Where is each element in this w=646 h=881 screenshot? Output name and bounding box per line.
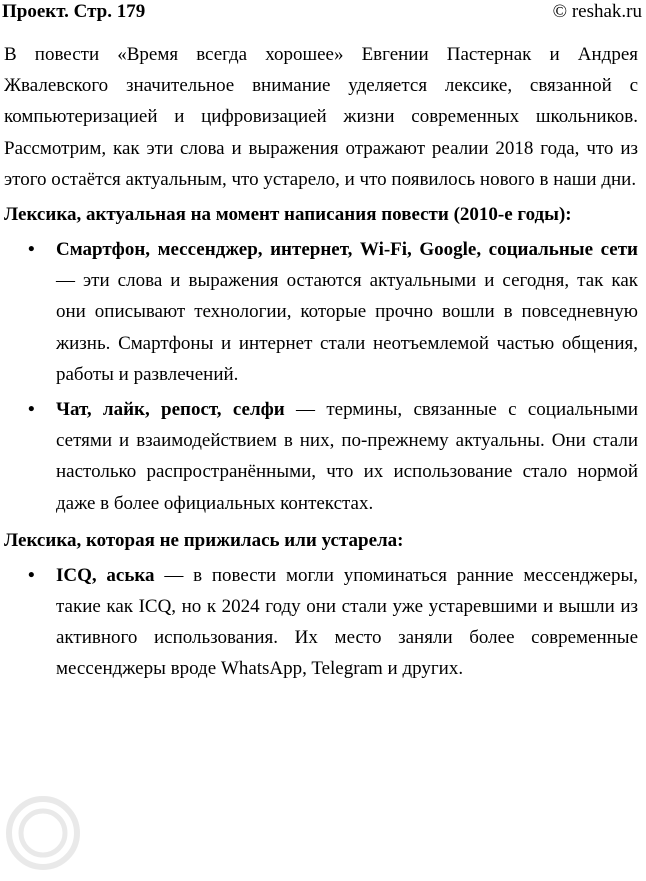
- list-item-text: — эти слова и выражения остаются актуальными и сегодня, так как они описывают технологии, которые прочно вошли в повседневную жизнь. Смартфоны и интернет стали неотъемлемой частью общения, работы и развлечений.: [56, 270, 638, 385]
- document-body: [4, 39, 638, 689]
- copyright-label: © reshak.ru: [552, 1, 642, 22]
- project-page-label: Проект. Стр. 179: [2, 1, 146, 22]
- list-item-term: Чат, лайк, репост, селфи: [56, 399, 285, 421]
- section1-list: [4, 234, 638, 519]
- list-item: [4, 394, 638, 519]
- list-item-term: ICQ, аська: [56, 564, 155, 586]
- reshak-watermark-icon: [0, 728, 148, 878]
- list-item-text: — в повести могли упоминаться ранние мессенджеры, такие как ICQ, но к 2024 году они стали уже устаревшими и вышли из активного использования. Их место заняли более современные мессенджеры вроде WhatsApp, Telegram и других.: [56, 564, 638, 680]
- list-item-term: Смартфон, мессенджер, интернет, Wi-Fi, Google, социальные сети: [56, 239, 638, 261]
- section2-list: [4, 560, 638, 685]
- bullet-marker: •: [28, 239, 35, 261]
- page-header: [0, 0, 646, 26]
- list-item: [4, 234, 638, 390]
- list-item-text: — термины, связанные с социальными сетями и взаимодействием в них, по-прежнему актуальны. Они стали настолько распространёнными, что их использование стало нормой даже в более официальных контекстах.: [56, 399, 639, 514]
- bullet-marker: •: [28, 399, 35, 421]
- section1-heading: Лексика, актуальная на момент написания повести (2010-е годы):: [4, 204, 572, 226]
- bullet-marker: •: [28, 564, 35, 586]
- section2-heading: Лексика, которая не прижилась или устарела:: [4, 529, 404, 551]
- intro-paragraph: В повести «Время всегда хорошее» Евгении Пастернак и Андрея Жвалевского значительное внимание уделяется лексике, связанной с компьютеризацией и цифровизацией жизни современных школьников. Рассмотрим, как эти слова и выражения отражают реалии 2018 года, что из этого остаётся актуальным, что устарело, и что появилось нового в наши дни.: [4, 44, 638, 190]
- list-item: [4, 560, 638, 685]
